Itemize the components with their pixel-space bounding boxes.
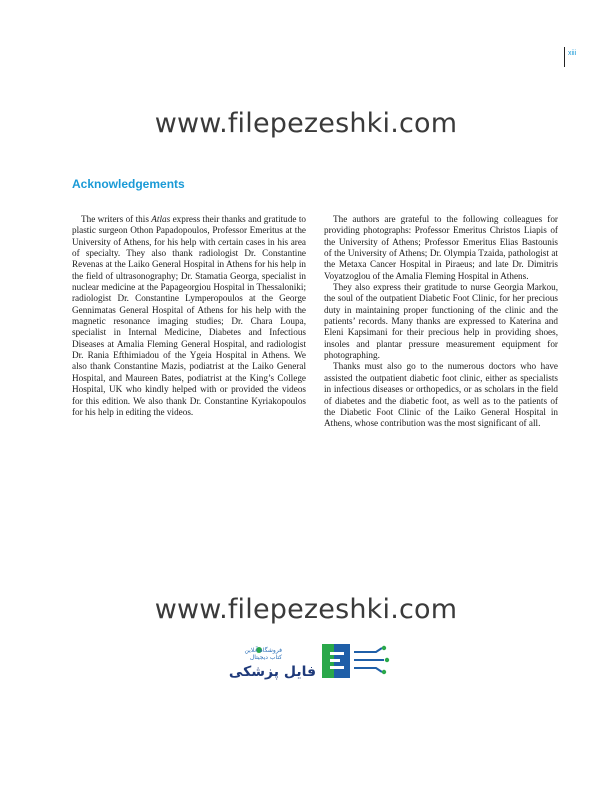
- logo-main-text: فایل پزشکی: [228, 664, 316, 680]
- filepezeshki-logo: [206, 638, 392, 686]
- watermark-top: www.filepezeshki.com: [154, 108, 458, 139]
- logo-document-icon: [322, 644, 350, 678]
- left-paragraph-1-rest: express their thanks and gratitude to plastic surgeon Othon Papadopoulos, Professor Emeritus at the University of Athens, for his help with certain cases in his area of specialty. They also thank radiologist Dr. Constantine Revenas at the Laiko General Hospital in Athens for his help in the field of ultrasonography; Dr. Stamatia Georga, specialist in nuclear medicine at the Papageorgiou Hospital in Thessaloniki; radiologist Dr. Constantine Lymperopoulos at the George Gennimatas General Hospital of Athens for his help with the magnetic resonance imaging studies; Dr. Chara Loupa, specialist in Internal Medicine, Diabetes and Infectious Diseases at Amalia Fleming General Hospital, and radiologist Dr. Rania Efthimiadou of the Ygeia Hospital in Athens. We also thank Constantine Mazis, podiatrist at the Laiko General Hospital, and Maureen Bates, podiatrist at the King’s College Hospital, UK who kindly helped with or provided the videos for this edition. We also thank Dr. Constantine Kyriakopoulos for his help in editing the videos.: [72, 214, 306, 417]
- left-column: [72, 214, 306, 418]
- logo-small-text-1: فروشگاه آنلاین: [244, 647, 282, 654]
- right-paragraph-3: Thanks must also go to the numerous doctors who have assisted the outpatient diabetic foot clinic, either as specialists in infectious diseases or orthopedics, or as scholars in the field of diabetes and the diabetic foot, as well as to the patients of the Diabetic Foot Clinic of the Laiko General Hospital in Athens, whose contribution was the most significant of all.: [324, 361, 558, 429]
- left-paragraph-1: [72, 214, 306, 418]
- section-heading: Acknowledgements: [72, 177, 185, 191]
- page-number: xiii: [564, 47, 576, 67]
- right-column: [324, 214, 558, 430]
- logo-small-text-2: کتاب دیجیتال: [249, 654, 282, 661]
- atlas-italic: Atlas: [151, 214, 171, 224]
- right-paragraph-2: They also express their gratitude to nurse Georgia Markou, the soul of the outpatient Diabetic Foot Clinic, for her precious duty in maintaining proper functioning of the clinic and the patients’ records. Many thanks are expressed to Katerina and Eleni Kapsimani for their precious help in providing shoes, insoles and plantar pressure measurement equipment for photographing.: [324, 282, 558, 361]
- right-paragraph-1: The authors are grateful to the following colleagues for providing photographs: Professor Emeritus Christos Liapis of the University of Athens; Professor Emeritus Elias Bastounis of the University of Athens; Dr. Olympia Tzaida, pathologist at the Metaxa Cancer Hospital in Piraeus; and late Dr. Dimitris Voyatzoglou of the Amalia Fleming Hospital in Athens.: [324, 214, 558, 281]
- left-paragraph-1-start: The writers of this: [81, 214, 152, 224]
- logo-circuit-icon: [354, 646, 389, 674]
- watermark-bottom: www.filepezeshki.com: [154, 594, 458, 625]
